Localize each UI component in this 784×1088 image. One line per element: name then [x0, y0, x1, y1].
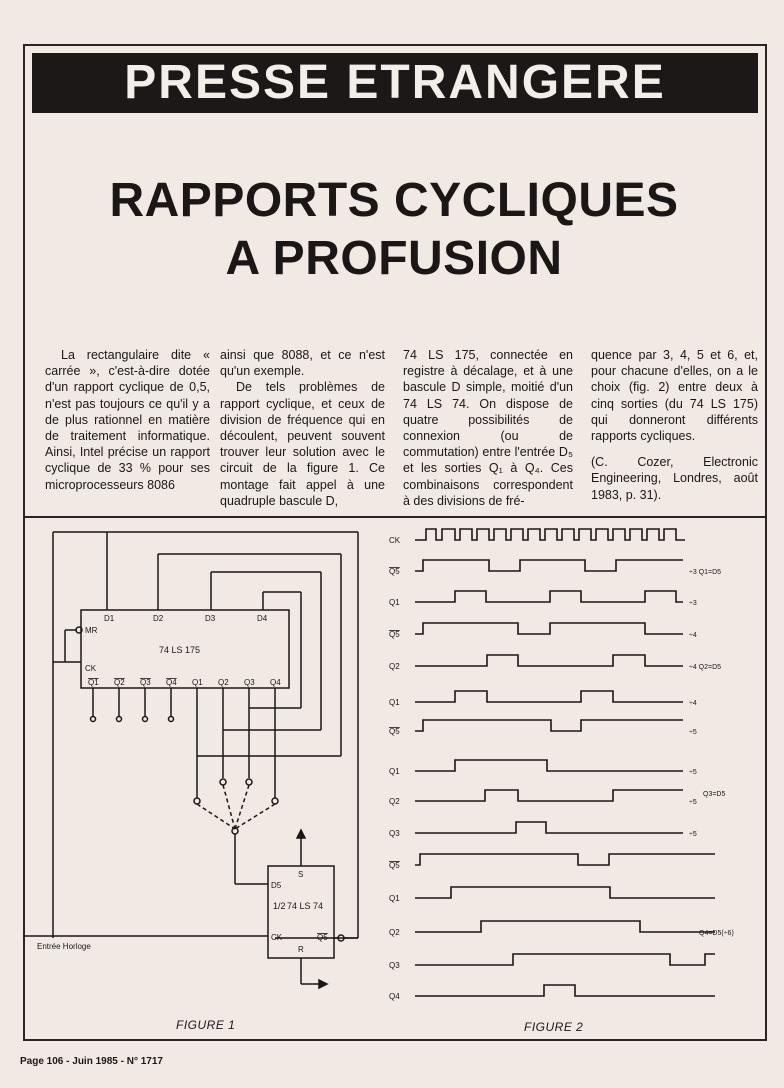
trace-note: ÷4 Q2=D5 [689, 664, 722, 671]
trace-waveform [415, 790, 683, 801]
trace-label: Q1 [389, 767, 400, 776]
pin-ck2: CK [271, 933, 283, 942]
title-line-2: A PROFUSION [225, 232, 563, 285]
figure-2-caption: FIGURE 2 [524, 1020, 584, 1034]
pin-d3: D3 [205, 614, 216, 623]
trace-waveform [415, 529, 685, 540]
trace-waveform [415, 985, 715, 996]
column-2 [220, 347, 385, 509]
paragraph: ainsi que 8088, et ce n'est qu'un exemple. [220, 348, 385, 379]
chip2-name: 74 LS 74 [287, 901, 324, 911]
pin-q3-bar: Q3 [140, 678, 151, 687]
pin-q3: Q3 [244, 678, 255, 687]
pin-s: S [298, 870, 304, 879]
pin-q5-bar: Q5 [317, 933, 328, 942]
pin-q2-bar: Q2 [114, 678, 125, 687]
pin-d4: D4 [257, 614, 268, 623]
trace-label: Q5 [389, 727, 400, 736]
article-title [30, 172, 758, 288]
pin-r: R [298, 945, 304, 954]
trace-label: Q2 [389, 662, 400, 671]
pin-d2: D2 [153, 614, 164, 623]
trace-waveform [415, 760, 683, 771]
trace-note: ÷4 [689, 632, 697, 639]
trace-waveform [415, 655, 683, 666]
column-1 [45, 347, 210, 493]
trace-waveform [415, 720, 683, 731]
column-3 [403, 347, 573, 509]
trace-waveform [415, 887, 715, 898]
figures-drawing [23, 518, 767, 1041]
paragraph: De tels problèmes de rapport cyclique, et ceux de division de fréquence qui en découlent, peuvent souvent trouver leur solution avec le circuit de la figure 1. Ce montage fait appel à une quadruple bascule D, [220, 380, 385, 508]
pin-ck: CK [85, 664, 97, 673]
trace-label: Q3 [389, 829, 400, 838]
clock-input-label: Entrée Horloge [37, 942, 91, 951]
trace-side-note: Q3=D5 [703, 791, 726, 798]
trace-note: ÷5 [689, 799, 697, 806]
figure-1-caption: FIGURE 1 [176, 1018, 236, 1032]
trace-label: Q4 [389, 992, 400, 1001]
column-4 [591, 347, 758, 503]
citation: (C. Cozer, Electronic Engineering, Londres, août 1983, p. 31). [591, 455, 758, 502]
trace-waveform [415, 954, 715, 965]
figure-2-timing [389, 529, 734, 1001]
trace-label: Q1 [389, 598, 400, 607]
title-line-1: RAPPORTS CYCLIQUES [109, 174, 679, 227]
trace-label: Q5 [389, 567, 400, 576]
trace-note: Q4=D5(÷6) [699, 930, 734, 937]
paragraph: La rectangulaire dite « carrée », c'est-à-dire dotée d'un rapport cyclique de 0,5, n'est pas toujours ce qu'il y a de plus rationnel en matière de traitement informatique. Ainsi, Intel précise un rapport cyclique de 33 % pour ses microprocesseurs 8086 [45, 348, 210, 492]
pin-q1-bar: Q1 [88, 678, 99, 687]
figures [23, 518, 767, 1041]
chip1-name: 74 LS 175 [159, 645, 201, 655]
trace-waveform [415, 691, 683, 702]
trace-waveform [415, 623, 683, 634]
pin-q4-bar: Q4 [166, 678, 177, 687]
chip2-half: 1/2 [273, 901, 286, 911]
page-footer: Page 106 - Juin 1985 - N° 1717 [20, 1056, 163, 1067]
trace-label: Q5 [389, 630, 400, 639]
trace-label: CK [389, 536, 401, 545]
pin-q1: Q1 [192, 678, 203, 687]
trace-note: ÷5 [689, 729, 697, 736]
pin-d1: D1 [104, 614, 115, 623]
section-banner: PRESSE ETRANGERE [32, 53, 758, 113]
paragraph: quence par 3, 4, 5 et 6, et, pour chacune d'elles, on a le choix (fig. 2) entre deux à cinq sorties (du 74 LS 175) qui donneront différents rapports cycliques. [591, 348, 758, 444]
trace-note: ÷5 [689, 831, 697, 838]
paragraph: 74 LS 175, connectée en registre à décalage, et à une bascule D simple, moitié d'un 74 LS 74. On dispose de quatre possibilités de connexion (ou de commutation) entre l'entrée D₅ et les sorties Q₁ à Q₄. Ces combinaisons correspondent à des divisions de fré- [403, 348, 573, 508]
trace-waveform [415, 854, 715, 865]
trace-note: ÷4 [689, 700, 697, 707]
trace-label: Q1 [389, 698, 400, 707]
trace-waveform [415, 921, 715, 932]
trace-note: ÷3 Q1=D5 [689, 569, 722, 576]
trace-label: Q2 [389, 797, 400, 806]
trace-waveform [415, 591, 683, 602]
trace-label: Q5 [389, 861, 400, 870]
trace-label: Q3 [389, 961, 400, 970]
pin-q4: Q4 [270, 678, 281, 687]
pin-q2: Q2 [218, 678, 229, 687]
article-body [30, 347, 760, 512]
pin-d5: D5 [271, 881, 282, 890]
trace-waveform [415, 822, 683, 833]
trace-note: ÷3 [689, 600, 697, 607]
trace-waveform [415, 560, 683, 571]
pin-mr: MR [85, 626, 98, 635]
trace-note: ÷5 [689, 769, 697, 776]
trace-label: Q2 [389, 928, 400, 937]
trace-label: Q1 [389, 894, 400, 903]
figure-1-schematic [23, 532, 358, 988]
